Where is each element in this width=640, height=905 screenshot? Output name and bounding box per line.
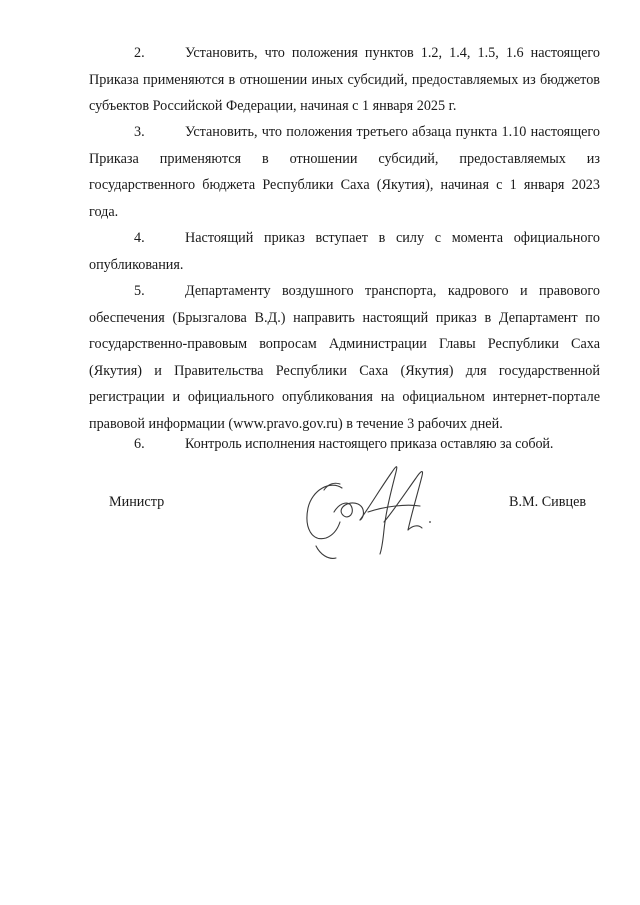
paragraph-3 [89, 119, 600, 225]
paragraph-text: Настоящий приказ вступает в силу с момента официального опубликования. [89, 230, 600, 273]
signer-name: В.М. Сивцев [509, 494, 587, 510]
paragraph-number: 3. [134, 124, 145, 140]
paragraph-5 [89, 278, 600, 437]
paragraph-4 [89, 225, 600, 278]
paragraph-text: Установить, что положения пунктов 1.2, 1.4, 1.5, 1.6 настоящего Приказа применяются в отношении иных субсидий, предоставляемых из бюджетов субъектов Российской Федерации, начиная с 1 января 2025 г. [89, 45, 600, 114]
paragraph-text: Установить, что положения третьего абзаца пункта 1.10 настоящего Приказа применяются в отношении субсидий, предоставляемых из государственного бюджета Республики Саха (Якутия), начиная с 1 января 2023 года. [89, 124, 600, 220]
paragraph-text: Контроль исполнения настоящего приказа оставляю за собой. [185, 436, 554, 452]
paragraph-number: 6. [134, 436, 145, 452]
handwritten-signature [290, 450, 460, 570]
signer-position: Министр [109, 494, 165, 510]
paragraph-number: 2. [134, 45, 145, 61]
signature-block [0, 450, 640, 580]
paragraph-number: 4. [134, 230, 145, 246]
paragraph-text: Департаменту воздушного транспорта, кадрового и правового обеспечения (Брызгалова В.Д.) направить настоящий приказ в Департамент по государственно-правовым вопросам Администрации Главы Республики Саха (Якутия) и Правительства Республики Саха (Якутия) для государственной регистрации и официального опубликования на официальном интернет-портале правовой информации (www.pravo.gov.ru) в течение 3 рабочих дней. [89, 283, 600, 432]
paragraph-number: 5. [134, 283, 145, 299]
paragraph-2 [89, 40, 600, 120]
